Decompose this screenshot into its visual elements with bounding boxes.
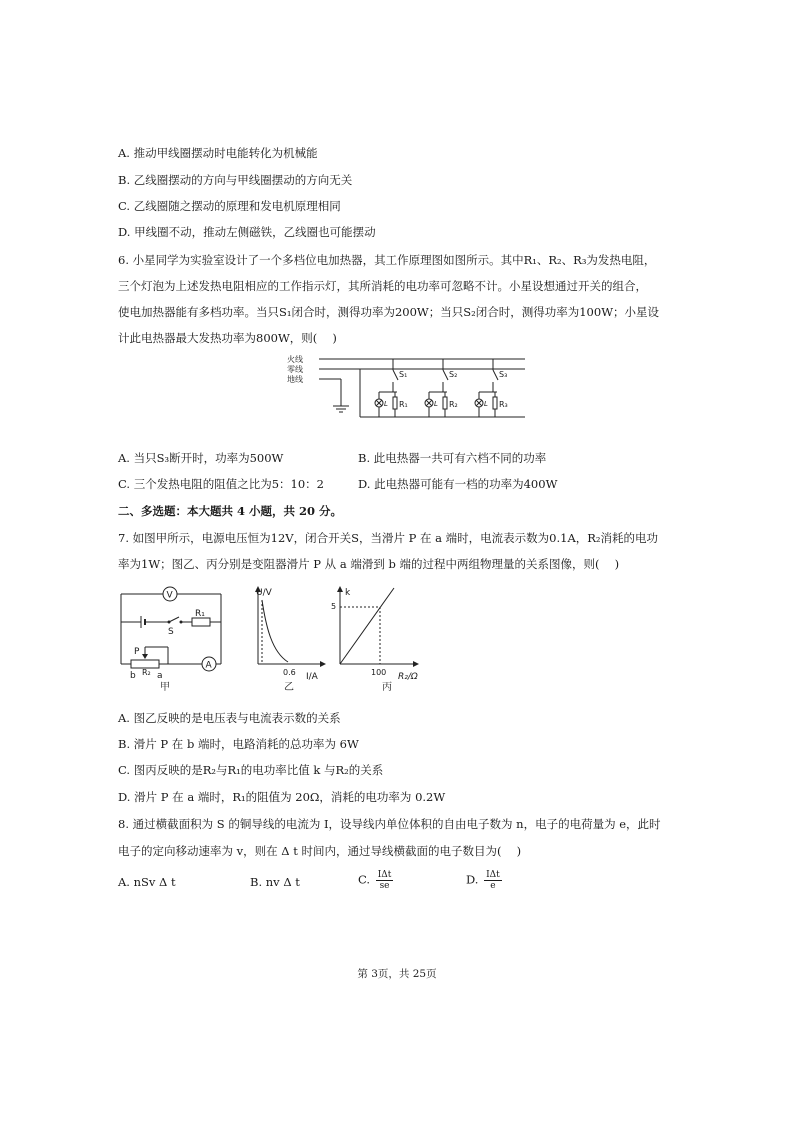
q6-option-c: C. 三个发热电阻的阻值之比为5：10：2 xyxy=(118,477,324,491)
branch-1 xyxy=(375,359,408,417)
figure-caption-jia: 甲 xyxy=(160,682,170,692)
q7-option-c: C. 图丙反映的是R₂与R₁的电功率比值 k 与R₂的关系 xyxy=(118,763,384,777)
resistor-r3-label: R₃ xyxy=(499,400,508,409)
resistor-r1-label: R₁ xyxy=(195,609,205,619)
lamp-label: L xyxy=(434,400,438,408)
figure-caption-yi: 乙 xyxy=(284,682,294,692)
switch-icon xyxy=(169,617,179,622)
q5-option-c: C. 乙线圈随之摆动的原理和发电机原理相同 xyxy=(118,199,341,213)
slider-arrow-icon xyxy=(142,654,148,659)
y-axis-label: U/V xyxy=(256,588,272,598)
q7-figure-yi-graph xyxy=(240,582,330,692)
branch-2 xyxy=(425,359,458,417)
line xyxy=(340,588,394,664)
end-a-label: a xyxy=(157,671,163,681)
q8-option-d xyxy=(466,870,502,891)
switch-s3-label: S₃ xyxy=(499,370,508,379)
fraction-numerator: IΔt xyxy=(377,870,392,880)
fraction xyxy=(376,870,394,891)
lamp-label: L xyxy=(484,400,488,408)
resistor-r1 xyxy=(393,397,397,409)
resistor-r1 xyxy=(192,618,210,626)
voltmeter-label: V xyxy=(166,590,173,601)
fraction-denominator: e xyxy=(490,881,496,891)
q7-stem-line2: 率为1W；图乙、丙分别是变阻器滑片 P 从 a 端滑到 b 端的过程中两组物理量的关系图像，则( ) xyxy=(118,557,620,571)
label-live-wire: 火线 xyxy=(287,355,303,364)
x-axis-label: R₂/Ω xyxy=(398,672,418,682)
label-ground-wire: 地线 xyxy=(287,375,303,384)
q8-stem-line1: 8. 通过横截面积为 S 的铜导线的电流为 I，设导线内单位体积的自由电子数为 n，电子的电荷量为 e，此时 xyxy=(118,817,661,831)
figure-caption-bing: 丙 xyxy=(382,682,392,692)
x-tick-label: 100 xyxy=(371,668,387,677)
x-axis-label: I/A xyxy=(306,672,318,682)
y-axis-label: k xyxy=(345,588,351,598)
q8-option-b: B. nv Δ t xyxy=(250,875,300,889)
q6-stem-line3: 使电加热器能有多档功率。当只S₁闭合时，测得功率为200W；当只S₂闭合时，测得功率为100W；小星设 xyxy=(118,305,660,319)
q5-option-d: D. 甲线圈不动，推动左侧磁铁，乙线圈也可能摆动 xyxy=(118,225,376,239)
q7-option-d: D. 滑片 P 在 a 端时，R₁的阻值为 20Ω，消耗的电功率为 0.2W xyxy=(118,790,446,804)
q6-stem-line1: 6. 小星同学为实验室设计了一个多档位电加热器，其工作原理图如图所示。其中R₁、R₂、R₃为发热电阻， xyxy=(118,253,656,267)
q8-stem-line2: 电子的定向移动速率为 v，则在 Δ t 时间内，通过导线横截面的电子数目为( ) xyxy=(118,844,522,858)
label-neutral-wire: 零线 xyxy=(287,365,303,374)
y-tick-label: 5 xyxy=(331,602,337,611)
q7-figure-jia-circuit xyxy=(116,582,226,692)
q7-option-a: A. 图乙反映的是电压表与电流表示数的关系 xyxy=(118,711,341,725)
switch-s2-label: S₂ xyxy=(449,370,458,379)
q6-stem-line4: 计此电热器最大发热功率为800W，则( ) xyxy=(118,331,337,345)
slider-p-label: P xyxy=(134,647,140,657)
q5-option-a: A. 推动甲线圈摆动时电能转化为机械能 xyxy=(118,146,318,160)
resistor-r2-label: R₂ xyxy=(449,400,458,409)
q6-circuit-diagram xyxy=(285,352,535,424)
q6-stem-line2: 三个灯泡为上述发热电阻相应的工作指示灯，其所消耗的电功率可忽略不计。小星设想通过开关的组合， xyxy=(118,279,647,293)
q8-option-c xyxy=(358,870,393,891)
section-heading-multi-choice: 二、多选题：本大题共 4 小题，共 20 分。 xyxy=(118,504,343,518)
q7-option-b: B. 滑片 P 在 b 端时，电路消耗的总功率为 6W xyxy=(118,737,359,751)
q8-option-d-label: D. xyxy=(466,872,479,887)
fraction-denominator: se xyxy=(379,881,390,891)
resistor-r1-label: R₁ xyxy=(399,400,408,409)
switch-label: S xyxy=(168,627,174,637)
branch-3 xyxy=(475,359,508,417)
q6-option-d: D. 此电热器可能有一档的功率为400W xyxy=(358,477,558,491)
q8-option-c-label: C. xyxy=(358,872,371,887)
resistor-r3 xyxy=(493,397,497,409)
curve xyxy=(262,600,288,662)
x-tick-label: 0.6 xyxy=(283,668,296,677)
end-b-label: b xyxy=(130,671,136,681)
fraction-numerator: IΔt xyxy=(486,870,500,880)
q7-figure-bing-graph xyxy=(328,582,438,692)
q5-option-b: B. 乙线圈摆动的方向与甲线圈摆动的方向无关 xyxy=(118,173,353,187)
q6-option-b: B. 此电热器一共可有六档不同的功率 xyxy=(358,451,547,465)
page-footer: 第 3页，共 25页 xyxy=(357,968,437,980)
ammeter-label: A xyxy=(205,660,212,671)
q8-option-a: A. nSv Δ t xyxy=(118,875,176,889)
resistor-r2 xyxy=(443,397,447,409)
rheostat-r2-label: R₂ xyxy=(142,668,151,677)
rheostat-r2 xyxy=(131,660,159,668)
switch-s1-label: S₁ xyxy=(399,370,408,379)
lamp-label: L xyxy=(384,400,388,408)
q7-stem-line1: 7. 如图甲所示，电源电压恒为12V，闭合开关S，当滑片 P 在 a 端时，电流表示数为0.1A，R₂消耗的电功 xyxy=(118,531,659,545)
q6-option-a: A. 当只S₃断开时，功率为500W xyxy=(118,451,284,465)
fraction xyxy=(484,870,502,891)
